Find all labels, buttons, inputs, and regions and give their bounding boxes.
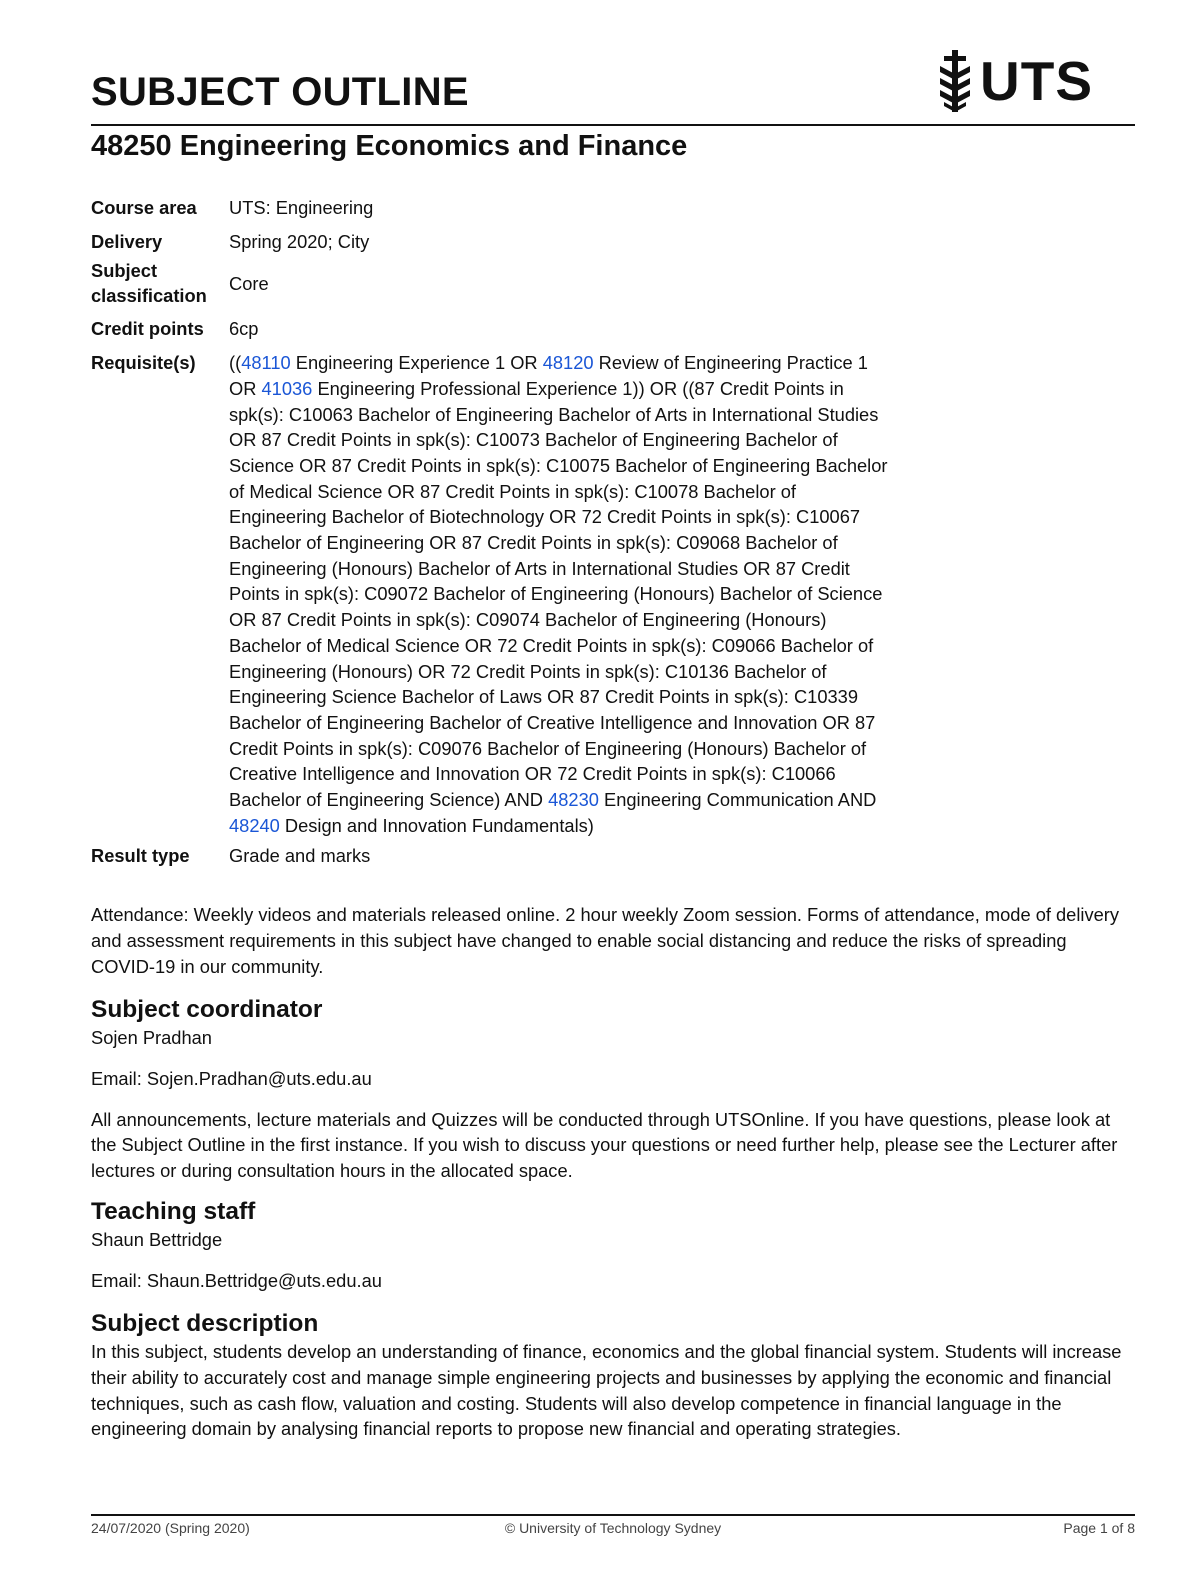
detail-value: Core [229, 272, 269, 294]
detail-label: Requisite(s) [91, 352, 196, 374]
subject-outline-page [91, 0, 1135, 1590]
footer-date: 24/07/2020 (Spring 2020) [91, 1520, 250, 1536]
subject-title: 48250 Engineering Economics and Finance [91, 130, 688, 162]
requisite-text: OR [229, 377, 262, 399]
requisite-line: Engineering (Honours) OR 72 Credit Points in spk(s): C10136 Bachelor of [229, 660, 827, 682]
footer-page-number: Page 1 of 8 [1063, 1520, 1135, 1536]
requisite-line: Engineering Science Bachelor of Laws OR 87 Credit Points in spk(s): C10339 [229, 686, 858, 708]
requisite-line: Bachelor of Medical Science OR 72 Credit Points in spk(s): C09066 Bachelor of [229, 634, 874, 656]
requisite-text: Review of Engineering Practice 1 [593, 352, 868, 374]
detail-label [91, 258, 229, 316]
detail-label: Delivery [91, 230, 163, 252]
detail-row-requisites [91, 350, 971, 843]
coordinator-section [91, 995, 1135, 1184]
requisite-line [229, 787, 971, 813]
subject-link-48240[interactable]: 48240 [229, 814, 280, 836]
document-title: SUBJECT OUTLINE [91, 70, 469, 114]
subject-description-heading: Subject description [91, 1310, 319, 1337]
staff-name: Shaun Bettridge [91, 1229, 223, 1250]
requisite-text: Design and Innovation Fundamentals) [279, 814, 594, 836]
requisite-line: Credit Points in spk(s): C09076 Bachelor of Engineering (Honours) Bachelor of [229, 737, 867, 759]
detail-value: Spring 2020; City [229, 230, 370, 252]
detail-row-course-area [91, 195, 971, 229]
teaching-staff-section [91, 1197, 1135, 1294]
detail-label: Course area [91, 197, 197, 218]
subject-link-48120[interactable]: 48120 [542, 352, 594, 374]
staff-email: Email: Shaun.Bettridge@uts.edu.au [91, 1269, 382, 1291]
detail-row-classification [91, 258, 971, 316]
subject-link-48230[interactable]: 48230 [548, 789, 599, 811]
requisite-line: Science OR 87 Credit Points in spk(s): C10075 Bachelor of Engineering Bachelor [229, 454, 888, 476]
requisite-line [229, 350, 971, 376]
requisite-text: (( [229, 352, 242, 374]
detail-row-credit-points [91, 316, 971, 350]
uts-logo [936, 50, 1093, 112]
detail-value: Grade and marks [229, 845, 371, 867]
requisite-line: Points in spk(s): C09072 Bachelor of Engineering (Honours) Bachelor of Science [229, 583, 883, 605]
subject-description-text: In this subject, students develop an understanding of finance, economics and the global financial system. Students will increase their ability to accurately cost and manage simple engineering projects and businesses by applying the economic and financial techniques, such as cash flow, valuation and costing. Students will also develop competence in financial language in the engineering domain by analysing financial reports to propose new financial and operating strategies. [91, 1341, 1122, 1440]
requisite-text: Engineering Communication AND [598, 789, 877, 811]
requisite-text: Engineering Experience 1 OR [290, 352, 543, 374]
detail-row-delivery [91, 229, 971, 259]
requisite-line: OR 87 Credit Points in spk(s): C09074 Bachelor of Engineering (Honours) [229, 609, 827, 631]
subject-details-table [91, 195, 971, 869]
teaching-staff-heading: Teaching staff [91, 1198, 256, 1225]
uts-crest-icon [936, 50, 974, 112]
logo-text: UTS [980, 49, 1093, 112]
coordinator-note: All announcements, lecture materials and Quizzes will be conducted through UTSOnline. If you have questions, please look at the Subject Outline in the first instance. If you wish to discuss your questions or need further help, please see the Lecturer after lectures or during consultation hours in the allocated space. [91, 1108, 1118, 1182]
detail-label-line: Subject [91, 260, 158, 282]
title-divider [91, 124, 1135, 126]
detail-label: Credit points [91, 318, 204, 340]
requisite-line: Engineering Bachelor of Biotechnology OR 72 Credit Points in spk(s): C10067 [229, 506, 861, 528]
subject-link-48110[interactable]: 48110 [241, 352, 291, 374]
requisite-line [229, 376, 971, 402]
detail-value: 6cp [229, 318, 259, 340]
requisite-text: Bachelor of Engineering Science) AND [229, 789, 549, 811]
footer-divider [91, 1514, 1135, 1516]
detail-value: UTS: Engineering [229, 197, 374, 218]
requisite-line: Creative Intelligence and Innovation OR 72 Credit Points in spk(s): C10066 [229, 763, 836, 785]
attendance-section [91, 902, 1135, 979]
footer-copyright: © University of Technology Sydney [504, 1520, 722, 1536]
detail-label-line: classification [91, 285, 207, 307]
requisite-line: of Medical Science OR 87 Credit Points in spk(s): C10078 Bachelor of [229, 480, 796, 502]
requisite-line: Bachelor of Engineering Bachelor of Creative Intelligence and Innovation OR 87 [229, 711, 876, 733]
detail-label: Result type [91, 845, 190, 867]
detail-row-result-type [91, 843, 971, 869]
subject-description-section [91, 1309, 1135, 1442]
requisite-line: Bachelor of Engineering OR 87 Credit Points in spk(s): C09068 Bachelor of [229, 532, 838, 554]
requisite-line: OR 87 Credit Points in spk(s): C10073 Bachelor of Engineering Bachelor of [229, 429, 838, 451]
coordinator-email: Email: Sojen.Pradhan@uts.edu.au [91, 1067, 372, 1089]
coordinator-heading: Subject coordinator [91, 996, 323, 1023]
subject-link-41036[interactable]: 41036 [261, 377, 313, 399]
requisite-line: spk(s): C10063 Bachelor of Engineering Bachelor of Arts in International Studies [229, 403, 879, 425]
requisite-line [229, 813, 971, 839]
requisites-text [229, 350, 971, 843]
coordinator-name: Sojen Pradhan [91, 1027, 212, 1048]
attendance-text: Attendance: Weekly videos and materials released online. 2 hour weekly Zoom session. Forms of attendance, mode of delivery and assessment requirements in this subject have changed to enable social distancing and reduce the risks of spreading COVID-19 in our community. [91, 904, 1120, 977]
requisite-line: Engineering (Honours) Bachelor of Arts in International Studies OR 87 Credit [229, 557, 850, 579]
requisite-text: Engineering Professional Experience 1)) OR ((87 Credit Points in [312, 377, 844, 399]
